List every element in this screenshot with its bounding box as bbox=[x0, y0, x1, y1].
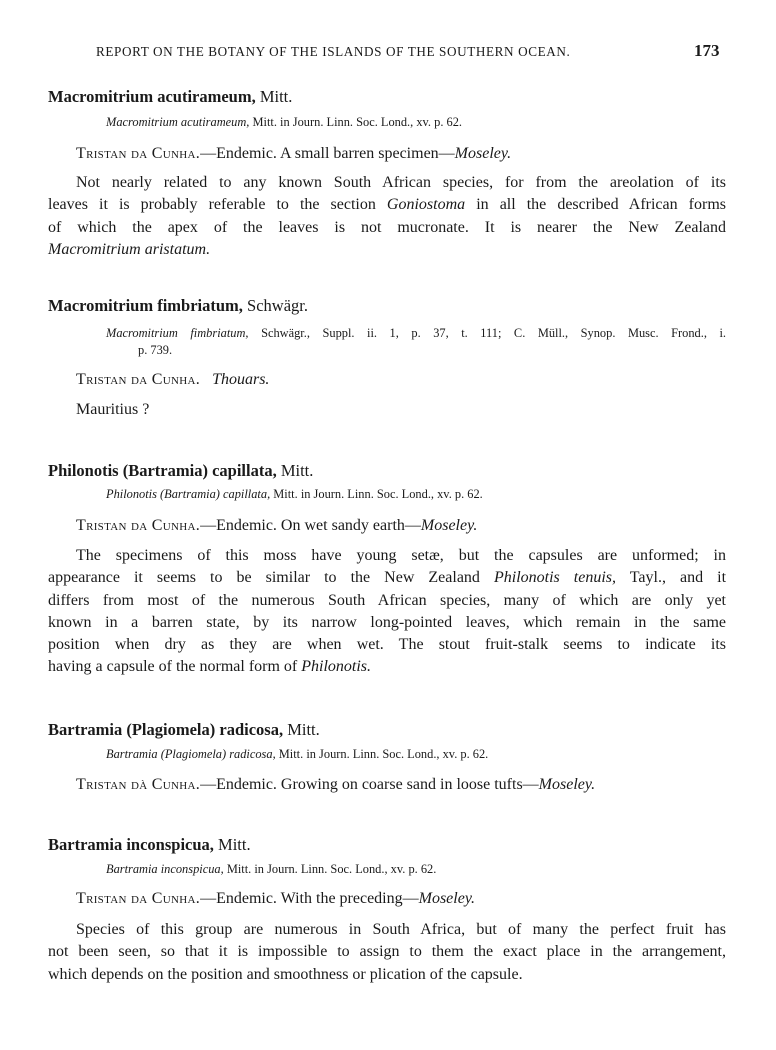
species-citation: Bartramia (Plagiomela) radicosa, Mitt. in Journ. Linn. Soc. Lond., xv. p. 62. bbox=[106, 747, 489, 761]
page-number: 173 bbox=[694, 41, 720, 60]
distribution-note: Mauritius ? bbox=[76, 401, 150, 418]
species-heading: Macromitrium fimbriatum, Schwägr. bbox=[48, 296, 308, 315]
discussion-paragraph: Not nearly related to any known South African species, for from the areolation of its leaves it is probably referable to the section Goniostoma in all the described African forms of which the apex of the leaves is not mucronate. It is nearer the New Zealand Macromitrium aristatum. bbox=[48, 174, 727, 258]
locality-line: Tristan da Cunha.—Endemic. With the preceding—Moseley. bbox=[76, 890, 476, 907]
species-heading: Bartramia (Plagiomela) radicosa, Mitt. bbox=[48, 720, 320, 739]
locality-line: Tristan da Cunha.—Endemic. On wet sandy earth—Moseley. bbox=[76, 517, 478, 534]
species-citation: Macromitrium acutirameum, Mitt. in Journ. Linn. Soc. Lond., xv. p. 62. bbox=[106, 115, 463, 129]
running-header: REPORT ON THE BOTANY OF THE ISLANDS OF THE SOUTHERN OCEAN. bbox=[96, 44, 571, 59]
species-heading: Macromitrium acutirameum, Mitt. bbox=[48, 87, 293, 106]
discussion-paragraph: The specimens of this moss have young setæ, but the capsules are unformed; in appearance it seems to be similar to the New Zealand Philonotis tenuis, Tayl., and it differs from most of the numerous South African species, many of which are only yet known in a barren state, by its narrow long-pointed leaves, which remain in the same position when dry as they are when wet. The stout fruit-stalk seems to indicate its having a capsule of the normal form of Philonotis. bbox=[48, 547, 727, 676]
species-citation: Philonotis (Bartramia) capillata, Mitt. in Journ. Linn. Soc. Lond., xv. p. 62. bbox=[106, 487, 483, 501]
locality-line: Tristan dà Cunha.—Endemic. Growing on coarse sand in loose tufts—Moseley. bbox=[76, 776, 596, 793]
species-heading: Philonotis (Bartramia) capillata, Mitt. bbox=[48, 461, 314, 480]
species-citation: Macromitrium fimbriatum, Schwägr., Suppl. ii. 1, p. 37, t. 111; C. Müll., Synop. Musc. Frond., i. p. 739. bbox=[106, 326, 726, 357]
discussion-paragraph: Species of this group are numerous in South Africa, but of many the perfect fruit has not been seen, so that it is impossible to assign to them the exact place in the arrangement, which depends on the position and smoothness or plication of the capsule. bbox=[48, 921, 726, 983]
species-heading: Bartramia inconspicua, Mitt. bbox=[48, 835, 251, 854]
locality-line: Tristan da Cunha. Thouars. bbox=[76, 371, 270, 388]
locality-line: Tristan da Cunha.—Endemic. A small barren specimen—Moseley. bbox=[76, 145, 512, 162]
species-citation: Bartramia inconspicua, Mitt. in Journ. Linn. Soc. Lond., xv. p. 62. bbox=[106, 862, 437, 876]
